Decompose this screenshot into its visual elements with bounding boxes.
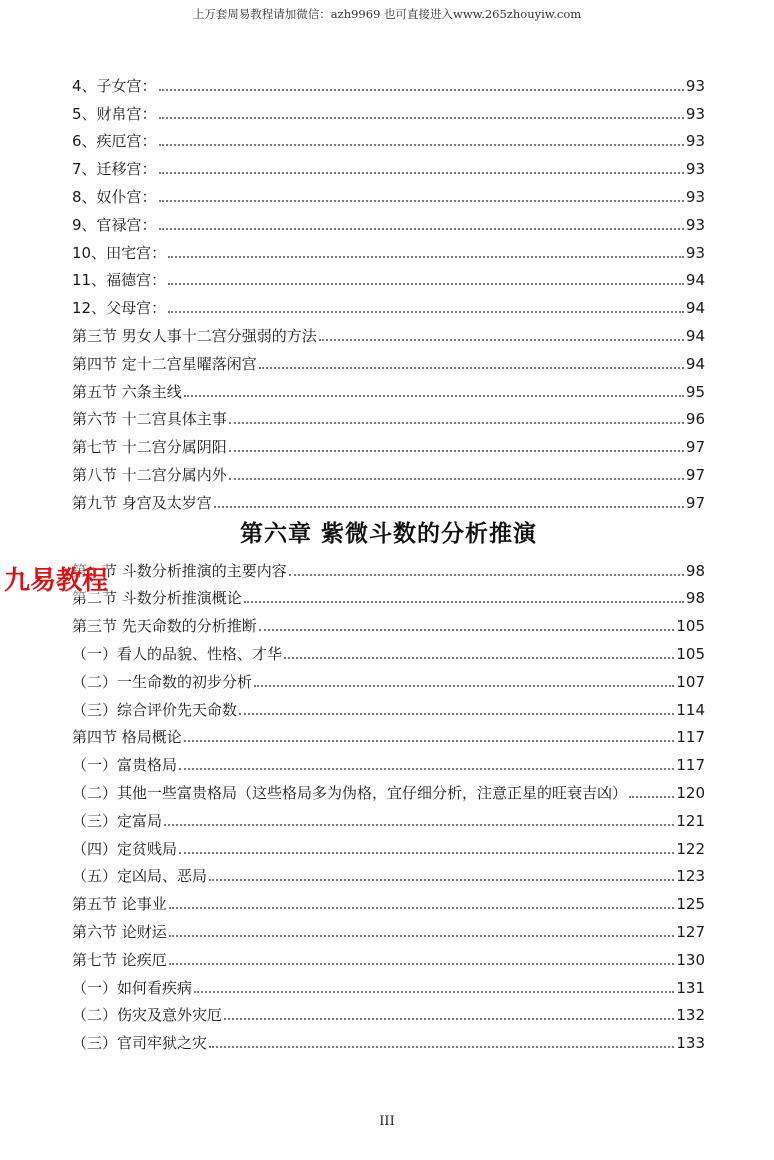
toc-entry[interactable] — [72, 457, 705, 485]
toc-entry-label: 8、奴仆宫： — [72, 187, 157, 206]
dot-leader — [254, 685, 674, 687]
dot-leader — [169, 935, 675, 937]
dot-leader — [194, 991, 674, 993]
dot-leader — [284, 657, 674, 659]
toc-entry-label: 第八节 十二宫分属内外 — [72, 465, 227, 484]
toc-entry-page: 97 — [685, 438, 705, 457]
chapter-title: 第六章 紫微斗数的分析推演 — [239, 520, 537, 547]
header-watermark-note: 上万套周易教程请加微信：azh9969 也可直接进入www.265zhouyiw.com — [192, 7, 582, 21]
dot-leader — [169, 963, 675, 965]
dot-leader — [209, 1046, 674, 1048]
toc-entry-page: 133 — [676, 1034, 705, 1053]
toc-entry-label: 第六节 论财运 — [72, 922, 167, 941]
toc-entry-label: 10、田宅宫： — [72, 243, 167, 262]
dot-leader — [244, 601, 684, 603]
toc-entry-page: 121 — [676, 811, 705, 830]
dot-leader — [209, 879, 674, 881]
toc-entry[interactable] — [72, 151, 705, 179]
toc-entry[interactable] — [72, 235, 705, 263]
watermark-logo: 九易教程 — [4, 560, 108, 597]
toc-section-top — [72, 68, 705, 513]
toc-entry-page: 93 — [685, 243, 705, 262]
toc-entry-page: 131 — [676, 978, 705, 997]
toc-entry[interactable] — [72, 96, 705, 124]
toc-entry-page: 97 — [685, 493, 705, 512]
toc-entry[interactable] — [72, 608, 705, 636]
toc-entry-label: 第五节 六条主线 — [72, 382, 182, 401]
toc-entry-page: 93 — [685, 76, 705, 95]
dot-leader — [179, 768, 674, 770]
page-number: III — [379, 1114, 395, 1129]
toc-section-bottom — [72, 553, 705, 1053]
toc-entry[interactable] — [72, 998, 705, 1026]
toc-entry-label: 6、疾厄宫： — [72, 132, 157, 151]
toc-entry-page: 105 — [676, 617, 705, 636]
toc-entry-label: 5、财帛宫： — [72, 104, 157, 123]
dot-leader — [229, 478, 684, 480]
dot-leader — [159, 200, 684, 202]
toc-entry-label: （二）一生命数的初步分析 — [72, 672, 253, 691]
toc-entry-page: 93 — [685, 104, 705, 123]
toc-entry-page: 93 — [685, 132, 705, 151]
toc-entry-page: 114 — [676, 700, 705, 719]
toc-entry[interactable] — [72, 485, 705, 513]
toc-entry-page: 117 — [676, 756, 705, 775]
toc-entry[interactable] — [72, 318, 705, 346]
toc-entry-label: 第四节 格局概论 — [72, 728, 182, 747]
toc-entry-label: （三）定富局 — [72, 811, 163, 830]
toc-entry-page: 105 — [676, 644, 705, 663]
toc-entry-label: 第九节 身宫及太岁宫 — [72, 493, 212, 512]
toc-entry[interactable] — [72, 124, 705, 152]
dot-leader — [159, 228, 684, 230]
toc-entry[interactable] — [72, 290, 705, 318]
dot-leader — [259, 367, 684, 369]
toc-entry-label: 12、父母宫： — [72, 299, 167, 318]
dot-leader — [159, 172, 684, 174]
toc-entry[interactable] — [72, 68, 705, 96]
toc-entry[interactable] — [72, 581, 705, 609]
toc-entry[interactable] — [72, 553, 705, 581]
toc-entry[interactable] — [72, 831, 705, 859]
toc-entry-label: （一）富贵格局 — [72, 756, 178, 775]
toc-entry-page: 93 — [685, 215, 705, 234]
toc-entry[interactable] — [72, 775, 705, 803]
toc-entry-label: （五）定凶局、恶局 — [72, 867, 208, 886]
toc-entry-page: 98 — [685, 561, 705, 580]
toc-entry[interactable] — [72, 374, 705, 402]
toc-entry-page: 125 — [676, 895, 705, 914]
toc-entry-page: 95 — [685, 382, 705, 401]
toc-entry[interactable] — [72, 664, 705, 692]
toc-entry-page: 94 — [685, 271, 705, 290]
toc-entry[interactable] — [72, 942, 705, 970]
toc-entry-label: 第一节 斗数分析推演的主要内容 — [72, 561, 287, 580]
toc-entry[interactable] — [72, 720, 705, 748]
toc-entry[interactable] — [72, 179, 705, 207]
toc-entry[interactable] — [72, 1025, 705, 1053]
dot-leader — [289, 574, 684, 576]
toc-entry-page: 122 — [676, 839, 705, 858]
toc-entry-page: 120 — [676, 783, 705, 802]
toc-entry[interactable] — [72, 429, 705, 457]
dot-leader — [224, 1018, 674, 1020]
toc-entry[interactable] — [72, 636, 705, 664]
toc-entry-label: 7、迁移宫： — [72, 160, 157, 179]
toc-entry[interactable] — [72, 859, 705, 887]
dot-leader — [168, 283, 684, 285]
toc-entry[interactable] — [72, 970, 705, 998]
toc-entry-label: （一）如何看疾病 — [72, 978, 193, 997]
table-of-contents — [72, 68, 705, 1053]
toc-entry-label: 第四节 定十二宫星曜落闲宫 — [72, 354, 257, 373]
toc-entry-page: 107 — [676, 672, 705, 691]
toc-entry-page: 127 — [676, 922, 705, 941]
toc-entry-label: 9、官禄宫： — [72, 215, 157, 234]
dot-leader — [168, 256, 684, 258]
dot-leader — [159, 144, 684, 146]
toc-entry[interactable] — [72, 207, 705, 235]
toc-entry-page: 123 — [676, 867, 705, 886]
toc-entry[interactable] — [72, 803, 705, 831]
toc-entry-label: （二）其他一些富贵格局（这些格局多为伪格，宜仔细分析，注意正星的旺衰吉凶） — [72, 783, 628, 802]
toc-entry-label: 11、福德宫： — [72, 271, 167, 290]
toc-entry-label: （三）官司牢狱之灾 — [72, 1034, 208, 1053]
toc-entry[interactable] — [72, 886, 705, 914]
toc-entry-page: 94 — [685, 354, 705, 373]
toc-entry-label: （一）看人的品貌、性格、才华 — [72, 644, 283, 663]
dot-leader — [319, 339, 684, 341]
dot-leader — [229, 422, 684, 424]
toc-entry-label: 4、子女宫： — [72, 76, 157, 95]
dot-leader — [159, 89, 684, 91]
dot-leader — [214, 506, 684, 508]
toc-entry[interactable] — [72, 914, 705, 942]
dot-leader — [168, 311, 684, 313]
toc-entry-page: 93 — [685, 187, 705, 206]
dot-leader — [169, 907, 675, 909]
dot-leader — [629, 796, 674, 798]
toc-entry-label: 第七节 十二宫分属阴阳 — [72, 438, 227, 457]
toc-entry-page: 132 — [676, 1006, 705, 1025]
toc-entry-label: （四）定贫贱局 — [72, 839, 178, 858]
toc-entry-label: 第二节 斗数分析推演概论 — [72, 589, 242, 608]
toc-entry[interactable] — [72, 402, 705, 430]
dot-leader — [239, 713, 674, 715]
toc-entry-page: 94 — [685, 326, 705, 345]
dot-leader — [259, 629, 675, 631]
dot-leader — [184, 395, 684, 397]
toc-entry-label: （三）综合评价先天命数 — [72, 700, 238, 719]
dot-leader — [159, 117, 684, 119]
toc-entry[interactable] — [72, 346, 705, 374]
toc-entry[interactable] — [72, 692, 705, 720]
dot-leader — [179, 852, 674, 854]
toc-entry-page: 97 — [685, 465, 705, 484]
toc-entry-page: 130 — [676, 950, 705, 969]
toc-entry-page: 117 — [676, 728, 705, 747]
toc-entry-label: 第五节 论事业 — [72, 895, 167, 914]
toc-entry[interactable] — [72, 747, 705, 775]
toc-entry-page: 94 — [685, 299, 705, 318]
toc-entry[interactable] — [72, 263, 705, 291]
toc-entry-page: 93 — [685, 160, 705, 179]
toc-entry-label: 第七节 论疾厄 — [72, 950, 167, 969]
dot-leader — [229, 450, 684, 452]
dot-leader — [184, 740, 675, 742]
toc-entry-label: 第三节 男女人事十二宫分强弱的方法 — [72, 326, 317, 345]
toc-entry-label: 第三节 先天命数的分析推断 — [72, 617, 257, 636]
dot-leader — [164, 824, 674, 826]
toc-entry-label: （二）伤灾及意外灾厄 — [72, 1006, 223, 1025]
toc-entry-page: 98 — [685, 589, 705, 608]
toc-entry-page: 96 — [685, 410, 705, 429]
toc-entry-label: 第六节 十二宫具体主事 — [72, 410, 227, 429]
